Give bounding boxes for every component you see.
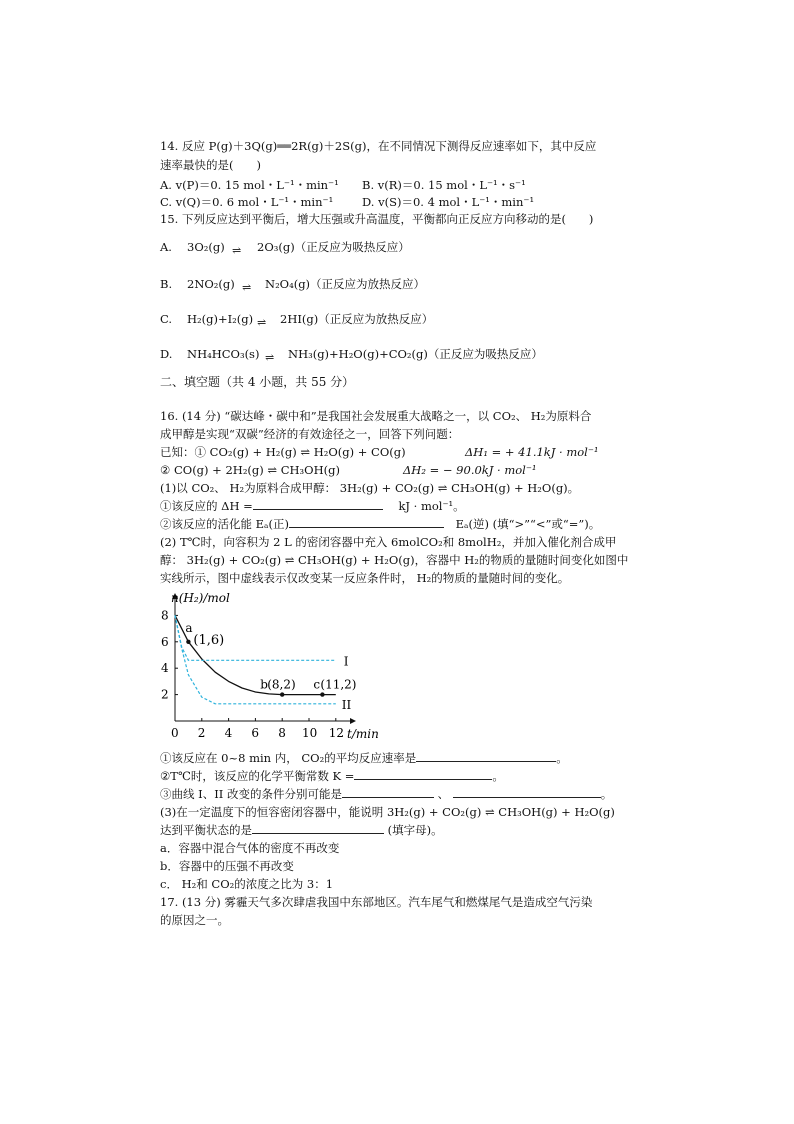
equilibrium-arrow-icon: ⇌ (242, 281, 252, 294)
y-tick-label: 8 (161, 608, 169, 623)
q15-stem: 15. 下列反应达到平衡后，增大压强或升高温度，平衡都向正反应方向移动的是( ) (160, 212, 594, 226)
answer-blank-cond2[interactable] (453, 786, 601, 798)
q15-c-label: C. (160, 312, 173, 326)
q16-sub1 (160, 750, 568, 766)
answer-blank-ea[interactable] (289, 516, 444, 528)
point-label-c: c (313, 677, 321, 692)
q16-choice-a: a．容器中混合气体的密度不再改变 (160, 841, 340, 855)
q14-stem-line1: 14. 反应 P(g)＋3Q(g)══2R(g)＋2S(g)，在不同情况下测得反应速率如下，其中反应 (160, 139, 597, 153)
q15-a-left: 3O₂(g) (187, 240, 225, 254)
q16-k-end: 。 (492, 769, 504, 783)
x-tick-label: 0 (171, 726, 179, 740)
q14-option-d: D. v(S)＝0. 4 mol・L⁻¹・min⁻¹ (362, 195, 535, 209)
q16-part1-intro: (1)以 CO₂、 H₂为原料合成甲醇： 3H₂(g) + CO₂(g) ⇌ CH₃OH(g) + H₂O(g)。 (160, 481, 580, 495)
q14-option-a: A. v(P)＝0. 15 mol・L⁻¹・min⁻¹ (160, 178, 339, 192)
x-tick-label: 10 (302, 726, 318, 740)
q15-option-c (160, 311, 434, 329)
y-tick-label: 6 (161, 634, 169, 649)
equilibrium-arrow-icon: ⇌ (265, 351, 275, 364)
equilibrium-arrow-icon: ⇌ (232, 244, 242, 257)
data-point-b (280, 692, 284, 696)
q16-choice-b: b．容器中的压强不再改变 (160, 859, 294, 873)
q16-known-dh1: ΔH₁ = + 41.1kJ · mol⁻¹ (465, 445, 599, 459)
point-coord-b: (8,2) (267, 677, 296, 692)
q15-a-right: 2O₃(g)（正反应为吸热反应） (257, 240, 410, 254)
q16-part1-q1 (160, 498, 465, 514)
answer-blank-cond1[interactable] (342, 786, 434, 798)
curve-label-II: II (341, 697, 352, 712)
q16-part1-q2 (160, 516, 600, 532)
q15-option-b (160, 276, 426, 294)
q16-sub3 (160, 786, 612, 802)
point-label-a: a (185, 620, 193, 635)
q16-part3-line2 (160, 822, 443, 838)
q17-line2: 的原因之一。 (160, 913, 229, 927)
q15-c-right: 2HI(g)（正反应为放热反应） (280, 312, 434, 326)
point-coord-c: (11,2) (320, 677, 357, 692)
q16-choice-c: c． H₂和 CO₂的浓度之比为 3：1 (160, 877, 334, 891)
answer-blank-k[interactable] (354, 768, 492, 780)
q16-line2: 成甲醇是实现“双碳”经济的有效途径之一，回答下列问题： (160, 427, 460, 441)
q16-cond-end: 。 (600, 787, 613, 801)
q16-part3-line1: (3)在一定温度下的恒容密闭容器中，能说明 3H₂(g) + CO₂(g) ⇌ CH₃OH(g) + H₂O(g) (160, 805, 615, 819)
x-axis-label: t/min (347, 727, 379, 741)
series-line-solid (175, 615, 336, 694)
x-tick-label: 8 (278, 726, 286, 740)
equilibrium-arrow-icon: ⇌ (257, 316, 267, 329)
q15-b-right: N₂O₄(g)（正反应为放热反应） (265, 277, 426, 291)
q16-rate-prompt: ①该反应在 0~8 min 内， CO₂的平均反应速率是 (160, 751, 417, 765)
q16-dh-unit: kJ · mol⁻¹。 (398, 499, 465, 513)
q16-known-dh2: ΔH₂ = − 90.0kJ · mol⁻¹ (403, 463, 537, 477)
q16-known-eq2: ② CO(g) + 2H₂(g) ⇌ CH₃OH(g) (160, 463, 340, 477)
q14-stem-line2: 速率最快的是( ) (160, 158, 261, 172)
q15-d-left: NH₄HCO₃(s) (187, 347, 260, 361)
q14-option-c: C. v(Q)＝0. 6 mol・L⁻¹・min⁻¹ (160, 195, 334, 209)
point-coord-a: (1,6) (193, 632, 225, 648)
x-tick-label: 2 (197, 726, 206, 740)
section-heading: 二、填空题（共 4 小题，共 55 分） (160, 375, 355, 389)
q16-part2-line2: 醇： 3H₂(g) + CO₂(g) ⇌ CH₃OH(g) + H₂O(g)，容器中 H₂的物质的量随时间变化如图中 (160, 553, 629, 567)
q16-k-prompt: ②T℃时，该反应的化学平衡常数 K = (160, 769, 355, 783)
x-tick-label: 6 (251, 726, 260, 740)
q15-d-label: D. (160, 347, 173, 361)
q16-known-eq1: 已知：① CO₂(g) + H₂(g) ⇌ H₂O(g) + CO(g) (160, 445, 406, 459)
q16-line1: 16. (14 分) “碳达峰・碳中和”是我国社会发展重大战略之一，以 CO₂、 H₂为原料合 (160, 409, 592, 423)
q16-cond-prompt: ③曲线 I、II 改变的条件分别可能是 (160, 787, 342, 801)
point-label-b: b (260, 677, 268, 692)
y-tick-label: 4 (161, 661, 169, 676)
q14-option-b: B. v(R)＝0. 15 mol・L⁻¹・s⁻¹ (362, 178, 526, 192)
data-point-c (320, 692, 324, 696)
h2-amount-chart (155, 586, 385, 746)
q16-dh-prompt: ①该反应的 ΔH = (160, 499, 253, 513)
q16-part2-line1: (2) T℃时，向容积为 2 L 的密闭容器中充入 6molCO₂和 8molH₂，并加入催化剂合成甲 (160, 535, 617, 549)
answer-blank-rate[interactable] (416, 750, 556, 762)
q15-d-right: NH₃(g)+H₂O(g)+CO₂(g)（正反应为吸热反应） (288, 347, 543, 361)
q16-ea-suffix: Eₐ(逆) (填“>”“<”或“=”)。 (455, 517, 601, 531)
q16-eq-suffix: (填字母)。 (387, 823, 443, 837)
x-tick-label: 4 (224, 726, 233, 740)
q16-part2-line3: 实线所示，图中虚线表示仅改变某一反应条件时， H₂的物质的量随时间的变化。 (160, 571, 570, 585)
y-axis-label: n(H₂)/mol (171, 591, 230, 605)
q15-option-a (160, 239, 410, 257)
curve-label-I: I (343, 654, 349, 669)
q16-rate-end: 。 (556, 751, 568, 765)
q16-sub2 (160, 768, 504, 784)
answer-blank-equilibrium[interactable] (252, 822, 384, 834)
q16-cond-sep: 、 (437, 787, 450, 801)
series-line-II (175, 615, 336, 703)
y-tick-label: 2 (161, 687, 169, 702)
q15-a-label: A. (160, 240, 172, 254)
q16-ea-prompt: ②该反应的活化能 Eₐ(正) (160, 517, 289, 531)
q15-c-left: H₂(g)+I₂(g) (187, 312, 254, 326)
q15-option-d (160, 346, 543, 364)
data-point-a (186, 640, 190, 644)
q16-eq-prompt: 达到平衡状态的是 (160, 823, 252, 837)
answer-blank-dh[interactable] (253, 498, 383, 510)
q17-line1: 17. (13 分) 雾霾天气多次肆虐我国中东部地区。汽车尾气和燃煤尾气是造成空气污染 (160, 895, 593, 909)
x-tick-label: 12 (328, 726, 345, 740)
q15-b-left: 2NO₂(g) (187, 277, 235, 291)
q15-b-label: B. (160, 277, 173, 291)
